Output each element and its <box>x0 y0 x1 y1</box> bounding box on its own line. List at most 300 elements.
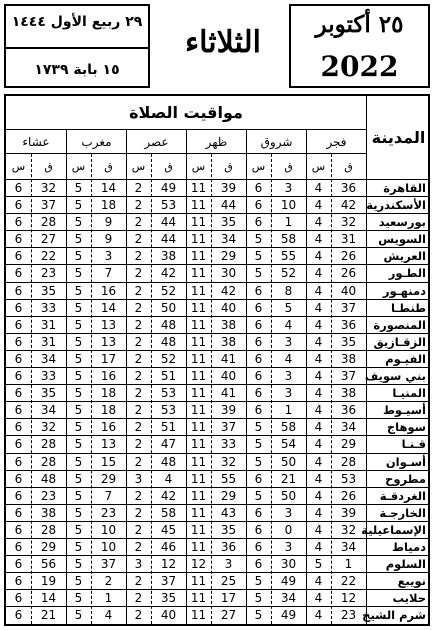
maghrib-minute: 37 <box>100 557 117 572</box>
hour-unit-label: س <box>11 160 26 173</box>
asr-minute: 35 <box>160 591 177 606</box>
asr-hour: 2 <box>134 574 143 589</box>
isha-hour: 6 <box>14 317 23 332</box>
sunrise-hour: 6 <box>254 471 263 486</box>
sunrise-minute: 3 <box>284 181 293 195</box>
maghrib-minute: 3 <box>104 249 113 264</box>
asr-minute: 50 <box>160 300 177 315</box>
fajr-hour: 4 <box>314 351 323 366</box>
city-name: حلايب <box>392 591 426 606</box>
maghrib-hour: 5 <box>74 266 83 281</box>
isha-minute: 14 <box>40 591 57 606</box>
fajr-minute: 29 <box>340 437 357 452</box>
sunrise-minute: 3 <box>284 539 293 554</box>
asr-minute: 4 <box>164 471 173 486</box>
isha-hour: 6 <box>14 574 23 589</box>
maghrib-minute: 17 <box>100 351 117 366</box>
table-row <box>6 317 430 334</box>
sunrise-hour: 6 <box>254 351 263 366</box>
isha-minute: 29 <box>40 539 57 554</box>
sunrise-minute: 4 <box>284 317 293 332</box>
sunrise-minute: 58 <box>280 232 297 247</box>
city-name: الخارجـة <box>379 505 426 520</box>
dhuhr-hour: 11 <box>190 403 207 418</box>
isha-minute: 28 <box>40 522 57 537</box>
coptic-date: ١٥ بابة ١٧٣٩ <box>34 62 120 78</box>
sunrise-hour: 6 <box>254 215 263 230</box>
maghrib-hour: 5 <box>74 369 83 384</box>
dhuhr-minute: 37 <box>220 420 237 435</box>
sunrise-hour: 6 <box>254 181 263 195</box>
sunrise-minute: 49 <box>280 608 297 623</box>
sunrise-hour: 5 <box>254 249 263 264</box>
day-name: الثلاثاء <box>184 25 262 60</box>
dhuhr-hour: 11 <box>190 283 207 298</box>
sunrise-hour: 5 <box>254 574 263 589</box>
asr-hour: 2 <box>134 420 143 435</box>
fajr-hour: 4 <box>314 454 323 469</box>
fajr-hour: 4 <box>314 574 323 589</box>
prayer-header-dhuhr: ظهر <box>186 130 246 154</box>
asr-hour: 2 <box>134 232 143 247</box>
table-row <box>6 197 430 214</box>
maghrib-hour: 5 <box>74 300 83 315</box>
table-row <box>6 590 430 607</box>
sunrise-hour: 5 <box>254 266 263 281</box>
isha-hour: 6 <box>14 266 23 281</box>
table-row <box>6 231 430 248</box>
prayer-times-rows <box>6 180 430 624</box>
sunrise-hour: 6 <box>254 522 263 537</box>
dhuhr-minute: 29 <box>220 249 237 264</box>
isha-minute: 32 <box>40 420 57 435</box>
sunrise-minute: 3 <box>284 369 293 384</box>
maghrib-hour: 5 <box>74 420 83 435</box>
hour-unit-label: س <box>71 160 86 173</box>
dhuhr-minute: 55 <box>220 471 237 486</box>
fajr-minute: 34 <box>340 539 357 554</box>
table-row <box>6 214 430 231</box>
dhuhr-hour: 11 <box>190 454 207 469</box>
isha-minute: 31 <box>40 317 57 332</box>
dhuhr-hour: 11 <box>190 266 207 281</box>
sunrise-hour: 6 <box>254 283 263 298</box>
fajr-hour: 4 <box>314 488 323 503</box>
dhuhr-minute: 38 <box>220 334 237 349</box>
maghrib-hour: 5 <box>74 198 83 213</box>
maghrib-minute: 13 <box>100 437 117 452</box>
dhuhr-hour: 11 <box>190 574 207 589</box>
asr-hour: 2 <box>134 334 143 349</box>
prayer-times-table <box>4 94 430 626</box>
dhuhr-minute: 30 <box>220 266 237 281</box>
city-name: السلوم <box>385 557 426 572</box>
asr-minute: 47 <box>160 437 177 452</box>
maghrib-minute: 9 <box>104 215 113 230</box>
table-row <box>6 522 430 539</box>
city-name: بني سويف <box>364 369 426 384</box>
fajr-hour: 4 <box>314 300 323 315</box>
maghrib-minute: 18 <box>100 386 117 401</box>
city-column-header: المدينة <box>366 96 430 180</box>
maghrib-hour: 5 <box>74 557 83 572</box>
isha-hour: 6 <box>14 539 23 554</box>
dhuhr-minute: 40 <box>220 300 237 315</box>
maghrib-minute: 7 <box>104 266 113 281</box>
isha-minute: 35 <box>40 283 57 298</box>
maghrib-minute: 10 <box>100 539 117 554</box>
fajr-minute: 36 <box>340 181 357 195</box>
fajr-hour: 4 <box>314 420 323 435</box>
isha-hour: 6 <box>14 215 23 230</box>
dhuhr-hour: 11 <box>190 198 207 213</box>
table-row <box>6 248 430 265</box>
city-name: المنيـا <box>392 386 426 401</box>
table-row <box>6 607 430 624</box>
asr-minute: 38 <box>160 249 177 264</box>
fajr-minute: 37 <box>340 300 357 315</box>
isha-hour: 6 <box>14 488 23 503</box>
table-row <box>6 539 430 556</box>
isha-minute: 48 <box>40 471 57 486</box>
dhuhr-hour: 11 <box>190 608 207 623</box>
city-name: القاهرة <box>383 181 426 195</box>
sunrise-hour: 5 <box>254 608 263 623</box>
fajr-hour: 5 <box>314 557 323 572</box>
maghrib-minute: 13 <box>100 317 117 332</box>
asr-minute: 46 <box>160 539 177 554</box>
isha-minute: 23 <box>40 266 57 281</box>
table-row <box>6 454 430 471</box>
table-row <box>6 385 430 402</box>
fajr-hour: 4 <box>314 403 323 418</box>
dhuhr-hour: 11 <box>190 505 207 520</box>
isha-minute: 31 <box>40 334 57 349</box>
maghrib-minute: 16 <box>100 420 117 435</box>
isha-minute: 38 <box>40 505 57 520</box>
sunrise-minute: 3 <box>284 334 293 349</box>
maghrib-hour: 5 <box>74 539 83 554</box>
fajr-hour: 4 <box>314 369 323 384</box>
sunrise-hour: 5 <box>254 591 263 606</box>
isha-minute: 34 <box>40 403 57 418</box>
asr-minute: 40 <box>160 608 177 623</box>
sunrise-hour: 6 <box>254 505 263 520</box>
sunrise-minute: 5 <box>284 300 293 315</box>
sunrise-minute: 0 <box>284 522 293 537</box>
fajr-minute: 32 <box>340 215 357 230</box>
maghrib-hour: 5 <box>74 351 83 366</box>
date-divider <box>6 47 148 49</box>
dhuhr-hour: 11 <box>190 386 207 401</box>
dhuhr-minute: 39 <box>220 181 237 195</box>
isha-hour: 6 <box>14 232 23 247</box>
sunrise-minute: 55 <box>280 249 297 264</box>
asr-minute: 42 <box>160 488 177 503</box>
asr-minute: 48 <box>160 317 177 332</box>
maghrib-minute: 7 <box>104 488 113 503</box>
dhuhr-hour: 11 <box>190 249 207 264</box>
dhuhr-minute: 32 <box>220 454 237 469</box>
gregorian-year: 2022 <box>320 50 399 83</box>
isha-hour: 6 <box>14 369 23 384</box>
fajr-minute: 38 <box>340 351 357 366</box>
asr-hour: 2 <box>134 454 143 469</box>
asr-minute: 52 <box>160 351 177 366</box>
asr-minute: 51 <box>160 420 177 435</box>
asr-minute: 51 <box>160 369 177 384</box>
maghrib-hour: 5 <box>74 317 83 332</box>
asr-hour: 2 <box>134 522 143 537</box>
fajr-hour: 4 <box>314 539 323 554</box>
dhuhr-minute: 35 <box>220 215 237 230</box>
table-row <box>6 283 430 300</box>
hour-unit-label: س <box>311 160 326 173</box>
sunrise-minute: 21 <box>280 471 297 486</box>
fajr-minute: 32 <box>340 522 357 537</box>
dhuhr-hour: 11 <box>190 317 207 332</box>
dhuhr-minute: 3 <box>224 557 233 572</box>
fajr-minute: 23 <box>340 608 357 623</box>
asr-hour: 2 <box>134 300 143 315</box>
table-row <box>6 556 430 573</box>
isha-hour: 6 <box>14 437 23 452</box>
maghrib-minute: 18 <box>100 198 117 213</box>
isha-hour: 6 <box>14 591 23 606</box>
maghrib-hour: 5 <box>74 608 83 623</box>
isha-minute: 33 <box>40 300 57 315</box>
asr-hour: 2 <box>134 437 143 452</box>
asr-hour: 2 <box>134 266 143 281</box>
isha-hour: 6 <box>14 557 23 572</box>
asr-hour: 2 <box>134 488 143 503</box>
isha-hour: 6 <box>14 351 23 366</box>
maghrib-hour: 5 <box>74 215 83 230</box>
minute-unit-label: ق <box>44 160 53 173</box>
fajr-hour: 4 <box>314 471 323 486</box>
city-name: دمنهـور <box>382 283 426 298</box>
fajr-hour: 4 <box>314 437 323 452</box>
hour-unit-label: س <box>131 160 146 173</box>
sunrise-hour: 5 <box>254 488 263 503</box>
city-name: مطروح <box>385 471 426 486</box>
sunrise-minute: 30 <box>280 557 297 572</box>
sunrise-hour: 5 <box>254 232 263 247</box>
table-row <box>6 402 430 419</box>
city-name: الغردقـة <box>379 488 426 503</box>
hijri-coptic-date-box <box>4 4 150 88</box>
maghrib-hour: 5 <box>74 283 83 298</box>
sunrise-hour: 6 <box>254 317 263 332</box>
isha-hour: 6 <box>14 522 23 537</box>
isha-minute: 35 <box>40 386 57 401</box>
maghrib-minute: 13 <box>100 334 117 349</box>
fajr-hour: 4 <box>314 505 323 520</box>
city-name: الإسماعيلية <box>361 522 426 537</box>
maghrib-hour: 5 <box>74 488 83 503</box>
isha-hour: 6 <box>14 608 23 623</box>
sunrise-minute: 50 <box>280 488 297 503</box>
isha-minute: 37 <box>40 198 57 213</box>
isha-minute: 23 <box>40 488 57 503</box>
table-row <box>6 334 430 351</box>
maghrib-hour: 5 <box>74 334 83 349</box>
city-name: العريش <box>383 249 426 264</box>
isha-minute: 19 <box>40 574 57 589</box>
maghrib-hour: 5 <box>74 454 83 469</box>
dhuhr-hour: 11 <box>190 591 207 606</box>
dhuhr-hour: 11 <box>190 300 207 315</box>
fajr-hour: 4 <box>314 386 323 401</box>
maghrib-minute: 14 <box>100 181 117 195</box>
isha-minute: 28 <box>40 437 57 452</box>
sunrise-hour: 6 <box>254 369 263 384</box>
isha-hour: 6 <box>14 181 23 195</box>
asr-hour: 2 <box>134 215 143 230</box>
hour-unit-label: س <box>191 160 206 173</box>
asr-minute: 53 <box>160 386 177 401</box>
asr-hour: 2 <box>134 181 143 195</box>
asr-minute: 48 <box>160 334 177 349</box>
dhuhr-minute: 41 <box>220 351 237 366</box>
isha-hour: 6 <box>14 403 23 418</box>
dhuhr-hour: 11 <box>190 232 207 247</box>
fajr-minute: 22 <box>340 574 357 589</box>
fajr-minute: 53 <box>340 471 357 486</box>
fajr-minute: 1 <box>344 557 353 572</box>
fajr-minute: 36 <box>340 403 357 418</box>
hour-unit-label: س <box>251 160 266 173</box>
sunrise-hour: 5 <box>254 454 263 469</box>
isha-minute: 32 <box>40 181 57 195</box>
city-name: أسيـوط <box>382 403 426 418</box>
asr-hour: 2 <box>134 505 143 520</box>
fajr-minute: 34 <box>340 420 357 435</box>
isha-hour: 6 <box>14 471 23 486</box>
sunrise-minute: 8 <box>284 283 293 298</box>
sunrise-minute: 3 <box>284 505 293 520</box>
maghrib-hour: 5 <box>74 249 83 264</box>
maghrib-minute: 10 <box>100 522 117 537</box>
minute-unit-label: ق <box>344 160 353 173</box>
maghrib-minute: 15 <box>100 454 117 469</box>
fajr-hour: 4 <box>314 181 323 195</box>
maghrib-minute: 16 <box>100 283 117 298</box>
sunrise-minute: 10 <box>280 198 297 213</box>
minute-unit-label: ق <box>164 160 173 173</box>
maghrib-minute: 4 <box>104 608 113 623</box>
isha-hour: 6 <box>14 386 23 401</box>
dhuhr-minute: 43 <box>220 505 237 520</box>
fajr-minute: 42 <box>340 198 357 213</box>
fajr-hour: 4 <box>314 317 323 332</box>
dhuhr-hour: 11 <box>190 522 207 537</box>
maghrib-minute: 16 <box>100 369 117 384</box>
fajr-hour: 4 <box>314 266 323 281</box>
isha-minute: 34 <box>40 351 57 366</box>
isha-minute: 28 <box>40 454 57 469</box>
sunrise-hour: 6 <box>254 403 263 418</box>
isha-hour: 6 <box>14 300 23 315</box>
sunrise-minute: 50 <box>280 454 297 469</box>
dhuhr-hour: 11 <box>190 351 207 366</box>
fajr-minute: 36 <box>340 317 357 332</box>
asr-hour: 2 <box>134 403 143 418</box>
asr-hour: 2 <box>134 283 143 298</box>
isha-hour: 6 <box>14 334 23 349</box>
table-title: مواقيت الصلاة <box>6 96 366 130</box>
fajr-hour: 4 <box>314 283 323 298</box>
fajr-hour: 4 <box>314 522 323 537</box>
asr-hour: 2 <box>134 249 143 264</box>
city-name: الأسكندرية <box>366 198 426 213</box>
maghrib-hour: 5 <box>74 574 83 589</box>
maghrib-hour: 5 <box>74 181 83 195</box>
dhuhr-minute: 25 <box>220 574 237 589</box>
city-name: السويس <box>378 232 426 247</box>
sunrise-hour: 6 <box>254 539 263 554</box>
sunrise-hour: 6 <box>254 198 263 213</box>
minute-unit-label: ق <box>224 160 233 173</box>
fajr-minute: 26 <box>340 488 357 503</box>
dhuhr-hour: 11 <box>190 437 207 452</box>
fajr-hour: 4 <box>314 215 323 230</box>
dhuhr-minute: 44 <box>220 198 237 213</box>
city-name: نويبع <box>397 574 426 589</box>
dhuhr-hour: 11 <box>190 369 207 384</box>
asr-minute: 48 <box>160 454 177 469</box>
isha-minute: 21 <box>40 608 57 623</box>
city-name: دمياط <box>392 539 426 554</box>
hijri-date: ٢٩ ربيع الأول ١٤٤٤ <box>11 14 143 30</box>
fajr-minute: 28 <box>340 454 357 469</box>
dhuhr-minute: 36 <box>220 539 237 554</box>
city-name: الطـور <box>388 266 426 281</box>
fajr-hour: 4 <box>314 198 323 213</box>
fajr-hour: 4 <box>314 249 323 264</box>
city-name: قـنـا <box>401 437 426 452</box>
prayer-header-sunrise: شروق <box>246 130 306 154</box>
sunrise-minute: 54 <box>280 437 297 452</box>
fajr-minute: 38 <box>340 386 357 401</box>
fajr-hour: 4 <box>314 232 323 247</box>
table-row <box>6 300 430 317</box>
isha-hour: 6 <box>14 249 23 264</box>
prayer-header-maghrib: مغرب <box>66 130 126 154</box>
maghrib-hour: 5 <box>74 471 83 486</box>
sunrise-minute: 58 <box>280 420 297 435</box>
sunrise-minute: 49 <box>280 574 297 589</box>
city-name: طنطـا <box>391 300 426 315</box>
isha-hour: 6 <box>14 283 23 298</box>
isha-minute: 28 <box>40 215 57 230</box>
isha-minute: 27 <box>40 232 57 247</box>
city-name: شرم الشيخ <box>362 608 426 623</box>
maghrib-hour: 5 <box>74 232 83 247</box>
fajr-minute: 35 <box>340 334 357 349</box>
fajr-hour: 4 <box>314 608 323 623</box>
dhuhr-minute: 40 <box>220 369 237 384</box>
asr-hour: 2 <box>134 198 143 213</box>
fajr-minute: 26 <box>340 249 357 264</box>
asr-minute: 44 <box>160 232 177 247</box>
asr-hour: 2 <box>134 608 143 623</box>
table-row <box>6 265 430 282</box>
dhuhr-hour: 11 <box>190 471 207 486</box>
city-name: الفيـوم <box>385 351 426 366</box>
asr-minute: 45 <box>160 522 177 537</box>
city-name: بورسعيد <box>378 215 426 230</box>
